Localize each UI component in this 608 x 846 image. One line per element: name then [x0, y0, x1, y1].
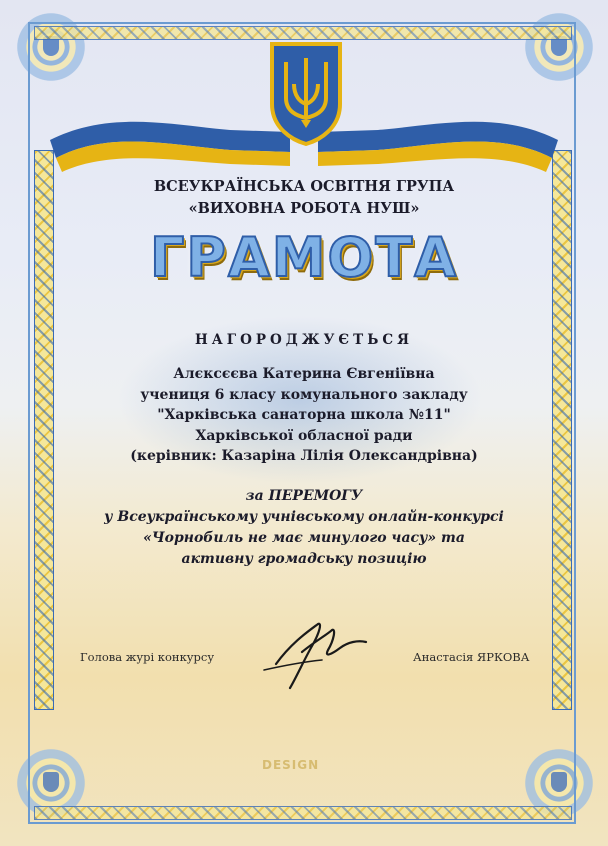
jury-chair-name: Анастасія ЯРКОВА	[413, 650, 530, 664]
reason-line: активну громадську позицію	[181, 551, 427, 567]
recipient-role: учениця 6 класу комунального закладу	[140, 386, 468, 403]
organization-project: «ВИХОВНА РОБОТА НУШ»	[188, 200, 420, 217]
certificate-title: ГРАМОТА	[149, 226, 459, 289]
award-verb: НАГОРОДЖУЄТЬСЯ	[195, 332, 413, 348]
tryzub-icon	[268, 40, 344, 146]
ornament-border-top	[34, 26, 572, 40]
recipient-council: Харківської обласної ради	[195, 427, 413, 444]
recipient-block	[0, 364, 608, 467]
jury-chair-label: Голова журі конкурсу	[80, 650, 215, 664]
watermark: DESIGN	[262, 758, 320, 772]
reason-line: у Всеукраїнському учнівському онлайн-конкурсі	[104, 509, 504, 525]
reason-line: за ПЕРЕМОГУ	[245, 488, 363, 504]
ornament-border-bottom	[34, 806, 572, 820]
signature	[262, 612, 372, 694]
organization-name: ВСЕУКРАЇНСЬКА ОСВІТНЯ ГРУПА	[153, 178, 455, 195]
reason-line: «Чорнобиль не має минулого часу» та	[143, 530, 465, 546]
recipient-supervisor: (керівник: Казаріна Лілія Олександрівна)	[130, 448, 478, 464]
award-reason	[0, 486, 608, 570]
recipient-name: Алєксєєва Катерина Євгеніївна	[173, 366, 435, 382]
recipient-school: "Харківська санаторна школа №11"	[157, 407, 451, 423]
